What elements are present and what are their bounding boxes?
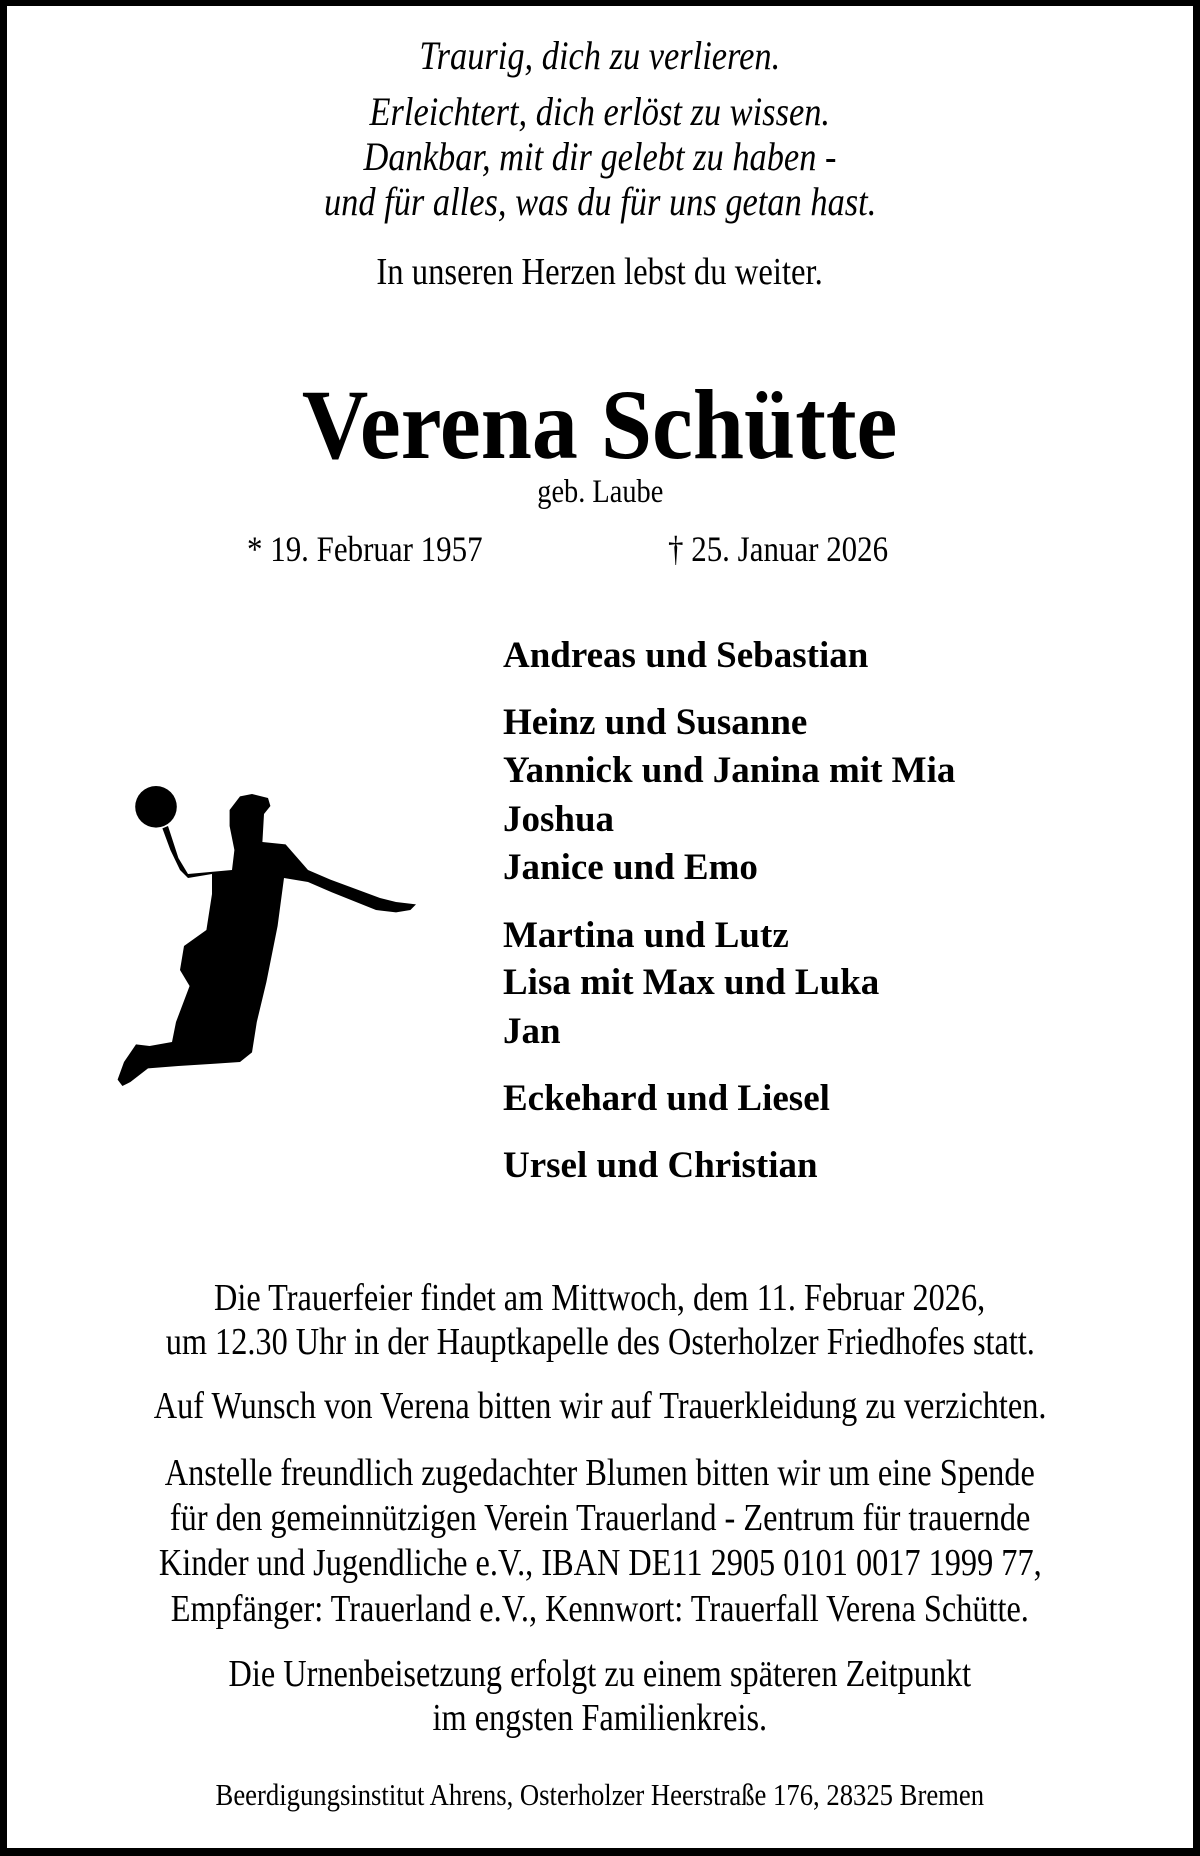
burial-notice bbox=[0, 1699, 1200, 1737]
mourner: Heinz und Susanne bbox=[503, 702, 808, 743]
mourner: Lisa mit Max und Luka bbox=[503, 962, 880, 1003]
mourner: Joshua bbox=[503, 799, 615, 840]
mourner: Andreas und Sebastian bbox=[503, 635, 869, 676]
maiden-name-text: geb. Laube bbox=[536, 474, 664, 510]
funeral-text: um 12.30 Uhr in der Hauptkapelle des Osterholzer Friedhofes statt. bbox=[165, 1321, 1035, 1363]
mourner: Martina und Lutz bbox=[503, 915, 789, 956]
mourner: Ursel und Christian bbox=[503, 1145, 818, 1186]
mourner: Yannick und Janina mit Mia bbox=[503, 750, 956, 791]
funeral-notice bbox=[0, 1279, 1200, 1317]
motto-text: In unseren Herzen lebst du weiter. bbox=[376, 251, 824, 293]
death-date bbox=[668, 531, 924, 567]
donation-notice bbox=[0, 1454, 1200, 1492]
burial-notice bbox=[0, 1655, 1200, 1693]
poem-line bbox=[0, 134, 1200, 179]
poem-line bbox=[0, 179, 1200, 224]
donation-notice bbox=[0, 1590, 1200, 1628]
donation-notice bbox=[0, 1544, 1200, 1582]
poem-line bbox=[0, 33, 1200, 78]
burial-text: Die Urnenbeisetzung erfolgt zu einem späteren Zeitpunkt bbox=[228, 1653, 972, 1695]
birth-date bbox=[247, 531, 521, 567]
birth-text: * 19. Februar 1957 bbox=[247, 529, 483, 569]
poem-text: und für alles, was du für uns getan hast. bbox=[323, 179, 877, 224]
maiden-name bbox=[0, 476, 1200, 509]
poem-line bbox=[0, 89, 1200, 134]
deceased-name bbox=[0, 369, 1200, 480]
mourner: Jan bbox=[503, 1011, 561, 1052]
donation-notice bbox=[0, 1499, 1200, 1537]
mourner: Janice und Emo bbox=[503, 847, 758, 888]
funeral-notice bbox=[0, 1323, 1200, 1361]
burial-text: im engsten Familienkreis. bbox=[432, 1697, 768, 1739]
name-text: Verena Schütte bbox=[302, 369, 898, 480]
donation-text: Kinder und Jugendliche e.V., IBAN DE11 2905 0101 0017 1999 77, bbox=[158, 1542, 1042, 1584]
motto bbox=[0, 253, 1200, 291]
mourner: Eckehard und Liesel bbox=[503, 1078, 830, 1119]
footer-text: Beerdigungsinstitut Ahrens, Osterholzer Heerstraße 176, 28325 Bremen bbox=[215, 1777, 985, 1812]
funeral-text: Die Trauerfeier findet am Mittwoch, dem 11. Februar 2026, bbox=[214, 1277, 986, 1319]
dress-notice bbox=[0, 1387, 1200, 1425]
death-text: † 25. Januar 2026 bbox=[668, 529, 889, 569]
funeral-home-footer bbox=[0, 1779, 1200, 1810]
poem-text: Dankbar, mit dir gelebt zu haben - bbox=[363, 134, 837, 179]
poem-text: Traurig, dich zu verlieren. bbox=[419, 33, 781, 78]
handball-player-silhouette-icon bbox=[60, 730, 460, 1130]
donation-text: Anstelle freundlich zugedachter Blumen bitten wir um eine Spende bbox=[164, 1452, 1036, 1494]
donation-text: Empfänger: Trauerland e.V., Kennwort: Trauerfall Verena Schütte. bbox=[170, 1588, 1030, 1630]
dress-text: Auf Wunsch von Verena bitten wir auf Trauerkleidung zu verzichten. bbox=[153, 1385, 1047, 1427]
poem-text: Erleichtert, dich erlöst zu wissen. bbox=[369, 89, 831, 134]
donation-text: für den gemeinnützigen Verein Trauerland - Zentrum für trauernde bbox=[169, 1497, 1031, 1539]
